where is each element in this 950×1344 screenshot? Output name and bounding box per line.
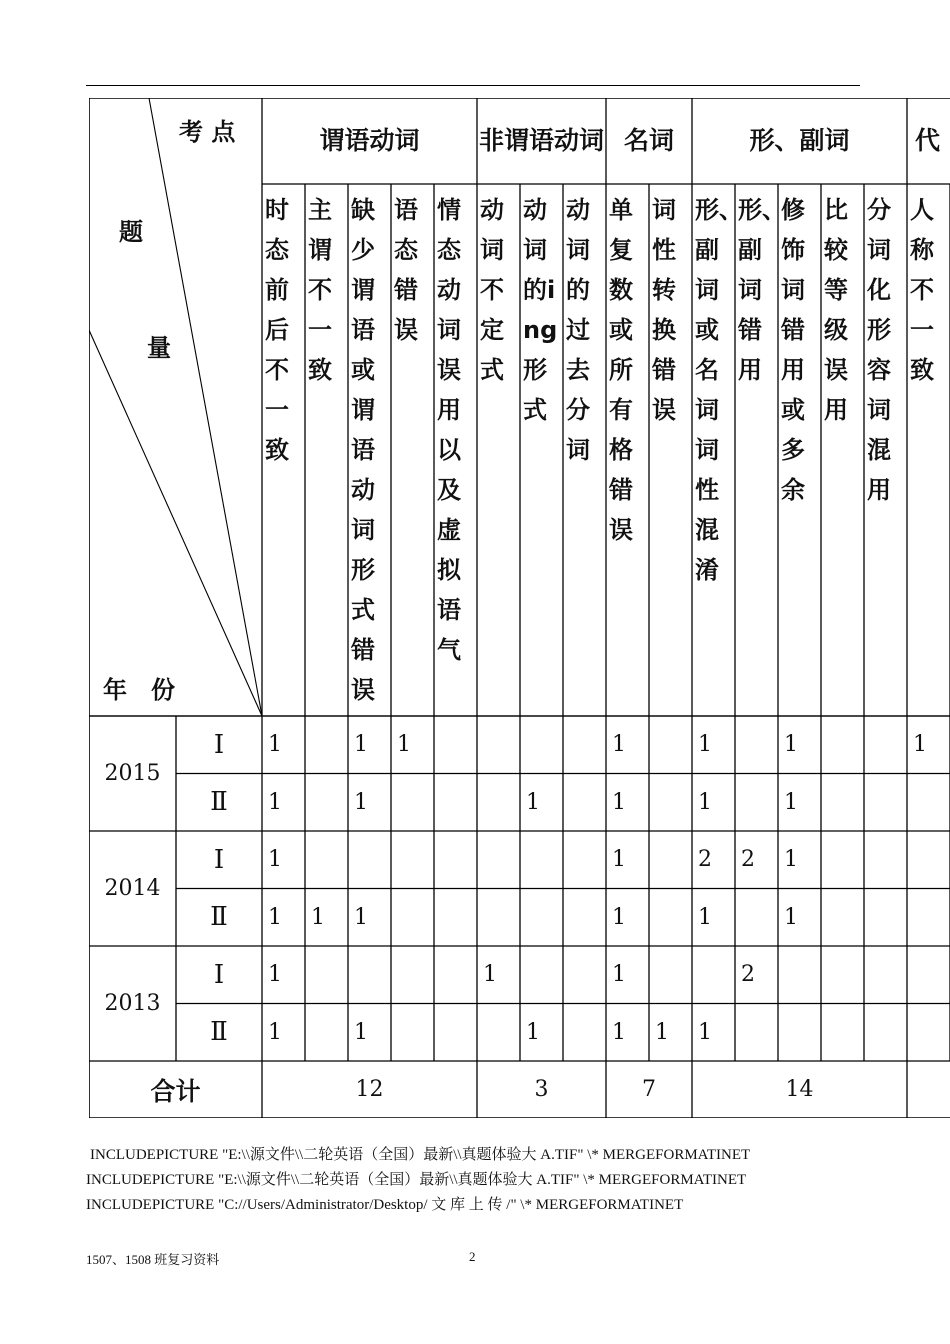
table-cell: 1	[268, 962, 282, 988]
subcolumn-header: 情态动词误用以及虚拟语气	[437, 196, 461, 664]
table-cell	[520, 889, 563, 947]
table-cell	[391, 1004, 434, 1062]
total-value: 14	[785, 1077, 814, 1102]
table-cell: 1	[698, 904, 712, 930]
table-cell	[391, 889, 434, 947]
subcolumn-header: 时态前后不一致	[265, 196, 289, 464]
table-cell: 1	[612, 962, 626, 988]
header-rule	[86, 85, 860, 86]
subcolumn-header: 分词化形容词混用	[867, 196, 891, 504]
table-cell	[391, 946, 434, 1004]
table-cell	[907, 831, 950, 889]
table-cell	[434, 946, 477, 1004]
table-cell	[305, 831, 348, 889]
paper-label: Ⅰ	[213, 844, 225, 875]
total-value: 3	[534, 1077, 549, 1102]
table-cell: 1	[268, 1019, 282, 1045]
table-cell: 1	[268, 789, 282, 815]
table-cell: 1	[612, 904, 626, 930]
subcolumn-header: 缺少谓语或谓语动词形式错误	[351, 196, 375, 704]
table-cell: 1	[268, 904, 282, 930]
paper-label: Ⅰ	[213, 959, 225, 990]
table-cell	[563, 831, 606, 889]
table-cell	[821, 774, 864, 832]
subcolumn-header: 形、副词错用	[738, 196, 786, 384]
footer-field-line-2: INCLUDEPICTURE "E:\\源文件\\二轮英语（全国）最新\\真题体验大 A.TIF" \* MERGEFORMATINET	[86, 1172, 747, 1188]
group-header: 名词	[623, 125, 674, 155]
table-cell: 1	[612, 1019, 626, 1045]
table-cell: 1	[354, 789, 368, 815]
table-cell	[649, 889, 692, 947]
group-header: 谓语动词	[319, 125, 420, 155]
table-cell	[864, 946, 907, 1004]
total-value: 7	[642, 1077, 656, 1102]
table-cell	[821, 889, 864, 947]
subcolumn-header: 比较等级误用	[824, 196, 848, 424]
table-cell: 1	[784, 847, 798, 873]
table-cell	[735, 774, 778, 832]
statistics-table	[89, 98, 950, 1118]
total-label: 合计	[150, 1076, 201, 1106]
header-count-label-1: 题	[119, 218, 143, 246]
table-cell: 1	[612, 847, 626, 873]
paper-label: Ⅰ	[213, 729, 225, 760]
paper-label: Ⅱ	[210, 1017, 228, 1048]
table-cell	[907, 1004, 950, 1062]
table-cell: 1	[698, 1019, 712, 1045]
table-cell	[434, 831, 477, 889]
table-cell	[821, 716, 864, 774]
table-cell: 1	[784, 732, 798, 758]
table-cell	[305, 716, 348, 774]
table-cell	[649, 716, 692, 774]
table-cell: 1	[784, 789, 798, 815]
header-topic-label: 考 点	[179, 118, 236, 146]
table-cell	[864, 831, 907, 889]
table-cell	[520, 946, 563, 1004]
table-cell: 1	[483, 962, 497, 988]
table-cell	[864, 1004, 907, 1062]
table-cell: 1	[784, 904, 798, 930]
header-count-label-2: 量	[147, 334, 171, 362]
total-value	[907, 1061, 950, 1118]
footer-note: 1507、1508 班复习资料	[86, 1252, 220, 1267]
table-cell: 2	[698, 847, 712, 873]
table-cell	[477, 1004, 520, 1062]
table-cell	[434, 774, 477, 832]
subcolumn-header: 动词不定式	[480, 196, 504, 384]
table-cell	[821, 1004, 864, 1062]
table-cell	[563, 1004, 606, 1062]
table-cell: 1	[612, 732, 626, 758]
table-cell	[778, 1004, 821, 1062]
group-header: 形、副词	[749, 125, 850, 155]
table-cell	[821, 946, 864, 1004]
footer-field-line-1: INCLUDEPICTURE "E:\\源文件\\二轮英语（全国）最新\\真题体验大 A.TIF" \* MERGEFORMATINET	[90, 1147, 751, 1163]
paper-label: Ⅱ	[210, 787, 228, 818]
table-cell	[864, 774, 907, 832]
subcolumn-header: 形、副词或名词词性混淆	[695, 196, 743, 584]
table-cell: 2	[741, 962, 755, 988]
table-cell	[391, 831, 434, 889]
paper-label: Ⅱ	[210, 902, 228, 933]
table-cell: 1	[354, 732, 368, 758]
subcolumn-header: 语态错误	[394, 196, 418, 344]
subcolumn-header: 修饰词错用或多余	[781, 196, 805, 504]
table-cell	[821, 831, 864, 889]
table-cell	[434, 716, 477, 774]
table-cell	[477, 716, 520, 774]
table-cell	[563, 946, 606, 1004]
page-number: 2	[469, 1249, 476, 1264]
table-cell	[434, 1004, 477, 1062]
subcolumn-header: 动词的ing形式	[523, 196, 558, 424]
table-cell: 1	[655, 1019, 669, 1045]
year-label: 2013	[104, 991, 161, 1016]
table-cell	[649, 946, 692, 1004]
table-cell: 1	[526, 789, 540, 815]
table-cell	[735, 716, 778, 774]
subcolumn-header: 词性转换错误	[652, 196, 676, 424]
table-cell	[563, 716, 606, 774]
table-cell	[778, 946, 821, 1004]
table-cell	[907, 889, 950, 947]
table-cell	[477, 831, 520, 889]
year-label: 2015	[104, 761, 161, 786]
table-cell: 2	[741, 847, 755, 873]
header-year-label: 年 份	[103, 676, 175, 704]
table-cell	[692, 946, 735, 1004]
table-cell	[907, 774, 950, 832]
table-cell	[864, 716, 907, 774]
table-cell	[391, 774, 434, 832]
table-cell	[649, 831, 692, 889]
subcolumn-header: 单复数或所有格错误	[609, 196, 633, 544]
table-cell: 1	[311, 904, 325, 930]
table-cell	[520, 716, 563, 774]
table-cell: 1	[698, 732, 712, 758]
table-cell	[305, 774, 348, 832]
table-cell	[477, 774, 520, 832]
table-cell	[477, 889, 520, 947]
table-cell: 1	[698, 789, 712, 815]
subcolumn-header: 动词的过去分词	[566, 196, 590, 464]
table-cell: 1	[354, 904, 368, 930]
table-cell: 1	[268, 732, 282, 758]
table-cell: 1	[612, 789, 626, 815]
table-cell	[305, 1004, 348, 1062]
table-cell	[563, 889, 606, 947]
table-cell: 1	[913, 732, 927, 758]
table-cell	[735, 889, 778, 947]
subcolumn-header: 人称不一致	[910, 196, 934, 384]
total-value: 12	[355, 1077, 384, 1102]
table-cell: 1	[397, 732, 411, 758]
table-cell	[735, 1004, 778, 1062]
table-cell	[563, 774, 606, 832]
table-cell	[305, 946, 348, 1004]
table-cell	[864, 889, 907, 947]
table-cell: 1	[268, 847, 282, 873]
table-cell	[348, 831, 391, 889]
subcolumn-header: 主谓不一致	[308, 196, 332, 384]
year-label: 2014	[104, 876, 161, 901]
table-cell	[907, 946, 950, 1004]
table-cell: 1	[526, 1019, 540, 1045]
group-header: 代	[915, 125, 941, 155]
table-cell	[649, 774, 692, 832]
table-cell	[434, 889, 477, 947]
table-cell	[348, 946, 391, 1004]
group-header: 非谓语动词	[478, 125, 604, 155]
table-cell	[520, 831, 563, 889]
footer-field-line-3: INCLUDEPICTURE "C://Users/Administrator/Desktop/ 文 库 上 传 /" \* MERGEFORMATINET	[86, 1197, 684, 1213]
table-cell: 1	[354, 1019, 368, 1045]
